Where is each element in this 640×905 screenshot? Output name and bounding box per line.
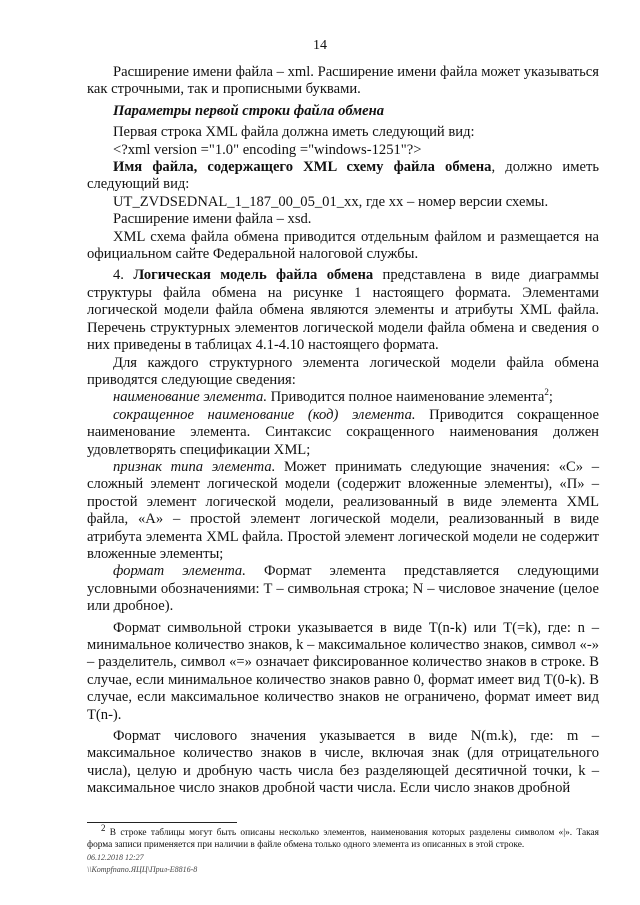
paragraph-schema-location: XML схема файла обмена приводится отдельным файлом и размещается на официальном сайте Федеральной налоговой службы. bbox=[87, 228, 599, 263]
footnote-mark: 2 bbox=[101, 822, 106, 833]
xml-declaration: <?xml version ="1.0" encoding ="windows-1251"?> bbox=[113, 141, 422, 158]
section-number: 4. bbox=[113, 267, 134, 284]
footnote-text: $^2$ В строке таблицы могут быть описаны несколько элементов, наименования которых разделены символом «|». Такая форма записи применяется при наличии в файле обмена только одного элемента из описанных в этой строке. bbox=[87, 822, 599, 850]
paragraph-first-line: Первая строка XML файла должна иметь следующий вид: bbox=[113, 124, 475, 141]
element-format-term: формат элемента. bbox=[113, 563, 246, 580]
element-type-desc: Может принимать следующие значения: «С» – сложный элемент логической модели (содержит вложенные элементы), «П» – простой элемент логической модели, реализованный в виде элемента XML файла, «А» – простой элемент логической модели, реализованный в виде атрибута элемента XML файла. Простой элемент логической модели не содержит вложенные элементы; bbox=[87, 458, 599, 562]
element-name-desc: Приводится полное наименование элемента bbox=[266, 389, 545, 406]
item-element-type bbox=[87, 459, 599, 563]
paragraph-extension: Расширение имени файла – xml. Расширение имени файла может указываться как строчными, так и прописными буквами. bbox=[87, 64, 599, 98]
item-element-name: наименование элемента. Приводится полное наименование элемента$^2$; bbox=[113, 387, 553, 406]
element-name-term: наименование элемента. bbox=[113, 389, 267, 406]
paragraph-schema-name bbox=[87, 159, 599, 194]
element-type-term: признак типа элемента. bbox=[113, 458, 276, 475]
paragraph-string-format: Формат символьной строки указывается в виде Т(n-k) или Т(=k), где: n – минимальное количество знаков, k – максимальное количество знаков, символ «-» – разделитель, символ «=» означает фиксированное количество знаков в строке. В случае, если минимальное количество знаков равно 0, формат имеет вид Т(0-k). В случае, если максимальное количество знаков не ограничено, формат имеет вид Т(n-). bbox=[87, 619, 599, 723]
logical-model-rest: представлена в виде диаграммы структуры файла обмена на рисунке 1 настоящего формата. Элементами логической модели файла обмена являются элементы и атрибуты XML файла. Перечень структурных элементов логической модели файла обмена и сведения о них приведены в таблицах 4.1-4.10 настоящего формата. bbox=[87, 267, 599, 354]
short-name-term: сокращенное наименование (код) элемента. bbox=[113, 406, 416, 423]
print-stamp-date: 06.12.2018 12:27 bbox=[87, 853, 144, 862]
footnote-ref: 2 bbox=[544, 387, 549, 398]
paragraph-logical-model bbox=[87, 267, 599, 354]
logical-model-bold: Логическая модель файла обмена bbox=[133, 267, 374, 284]
section-heading-first-line: Параметры первой строки файла обмена bbox=[113, 102, 385, 119]
item-element-format bbox=[87, 563, 599, 615]
paragraph-element-info: Для каждого структурного элемента логической модели файла обмена приводятся следующие сведения: bbox=[87, 354, 599, 388]
element-format-desc: Формат элемента представляется следующими условными обозначениями: Т – символьная строка; N – числовое значение (целое или дробное). bbox=[87, 563, 599, 615]
document-body bbox=[87, 64, 599, 798]
footnote-area bbox=[87, 822, 599, 875]
paragraph-number-format: Формат числового значения указывается в виде N(m.k), где: m – максимальное количество знаков в числе, включая знак (для отрицательного числа), целую и дробную часть числа без разделяющей десятичной точки, k – максимальное число знаков дробной части числа. Если число знаков дробной bbox=[87, 728, 599, 797]
page-number: 14 bbox=[313, 38, 327, 53]
schema-file-name: UT_ZVDSEDNAL_1_187_00_05_01_xx, где xx – номер версии схемы. bbox=[113, 193, 549, 210]
short-name-desc: Приводится сокращенное наименование элемента. Синтаксис сокращенного наименования должен удовлетворять спецификации XML; bbox=[87, 406, 599, 458]
print-stamp-path: \\Kompfnano.ЯЦЦ\Прил-E8816-8 bbox=[87, 865, 198, 874]
schema-name-bold: Имя файла, содержащего XML схему файла обмена bbox=[113, 159, 492, 176]
item-short-name bbox=[87, 407, 599, 459]
schema-name-rest: , должно иметь следующий вид: bbox=[87, 159, 599, 193]
footnote-divider bbox=[87, 822, 237, 823]
schema-extension: Расширение имени файла – xsd. bbox=[113, 211, 312, 228]
